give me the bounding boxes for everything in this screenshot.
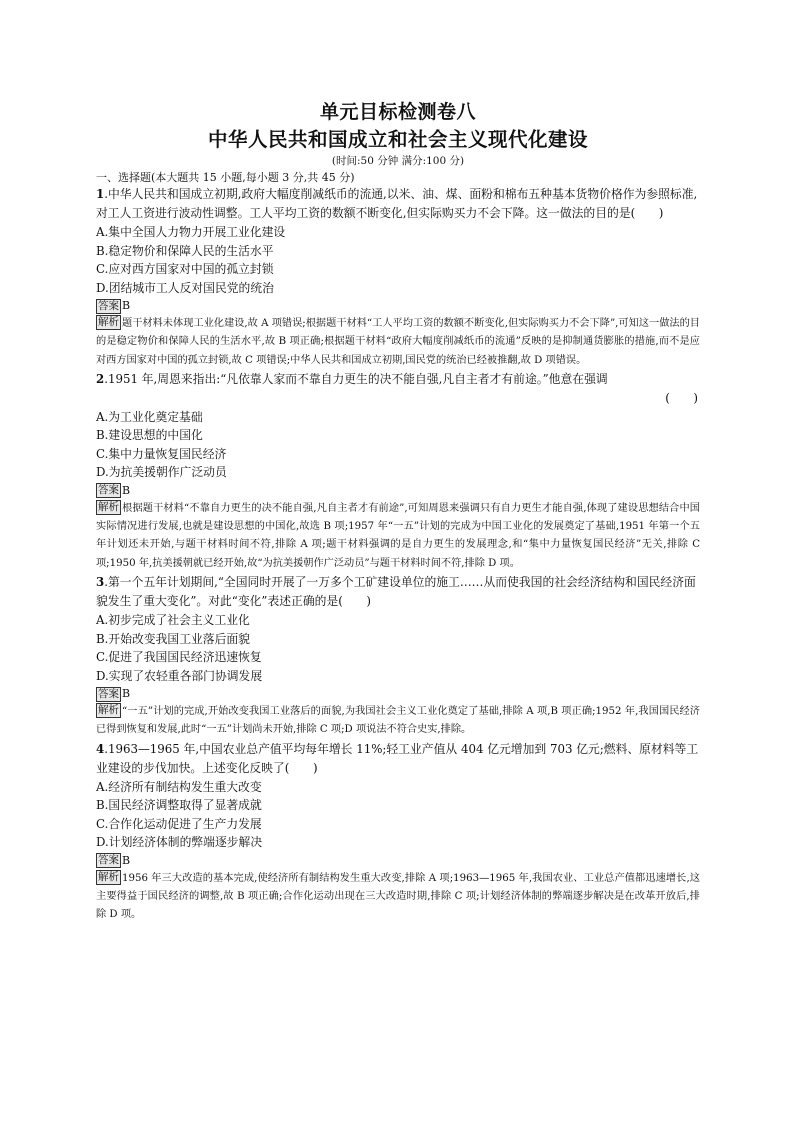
answer-row <box>96 297 700 315</box>
option-c: C.促进了我国国民经济迅速恢复 <box>96 650 262 665</box>
section-heading: 一、选择题(本大题共 15 小题,每小题 3 分,共 45 分) <box>96 171 355 184</box>
analysis-tag: 解析 <box>98 500 119 513</box>
analysis-text: 根据题干材料“不靠自力更生的决不能自强,凡自主者才有前途”,可知周恩来强调只有自力更生才能自强,体现了建设思想结合中国实际情况进行发展,也就是建设思想的中国化,故选 B 项;1957 年“一五”计划的完成为中国工业化的发展奠定了基础,1951 年第一个五年计划还未开始,与题干材料时间不符,排除 A 项;题干材料强调的是自力更生的发展理念,和“集中力量恢复国民经济”无关,排除 C 项;1950 年,抗美援朝就已经开始,故“为抗美援朝作广泛动员”与题干材料时间不符,排除 D 项。 <box>96 502 700 569</box>
question-3 <box>96 573 700 740</box>
analysis-block <box>96 703 700 740</box>
question-number: 2 <box>96 371 105 386</box>
question-stem <box>96 185 700 223</box>
answer-row <box>96 852 700 870</box>
analysis-text: “一五”计划的完成,开始改变我国工业落后的面貌,为我国社会主义工业化奠定了基础,排除 A 项,B 项正确;1952 年,我国国民经济已得到恢复和发展,此时“一五”计划尚未开始,排除 C 项;D 项说法不符合史实,排除。 <box>96 706 700 736</box>
answer-blank: ( ) <box>665 390 698 405</box>
option-c: C.集中力量恢复国民经济 <box>96 446 227 461</box>
question-text: .中华人民共和国成立初期,政府大幅度削减纸币的流通,以米、油、煤、面粉和棉布五种基本货物价格作为参照标准,对工人工资进行波动性调整。工人平均工资的数额不断变化,但实际购买力不会下降。这一做法的目的是( ) <box>96 187 698 220</box>
option-a: A.集中全国人力物力开展工业化建设 <box>96 225 286 239</box>
analysis-block <box>96 315 700 370</box>
option-b: B.稳定物价和保障人民的生活水平 <box>96 243 274 258</box>
question-2 <box>96 370 700 573</box>
question-stem <box>96 740 700 778</box>
question-stem <box>96 573 700 611</box>
question-number: 1 <box>96 187 105 201</box>
exam-page <box>96 98 700 925</box>
page-subtitle-main: 中华人民共和国成立和社会主义现代化建设 <box>207 128 588 151</box>
option-d: D.为抗美援朝作广泛动员 <box>96 465 227 480</box>
page-title: 单元目标检测卷八 <box>319 101 476 123</box>
analysis-tag: 解析 <box>98 704 119 717</box>
option-c: C.合作化运动促进了生产力发展 <box>96 816 262 831</box>
option-a: A.初步完成了社会主义工业化 <box>96 613 250 628</box>
option-b: B.国民经济调整取得了显著成就 <box>96 798 262 813</box>
answer-tag: 答案 <box>98 687 119 700</box>
analysis-tag: 解析 <box>98 870 119 883</box>
answer-tag: 答案 <box>98 484 119 497</box>
answer-row <box>96 482 700 500</box>
question-text: .1963—1965 年,中国农业总产值平均每年增长 11%;轻工业产值从 404 亿元增加到 703 亿元;燃料、原材料等工业建设的步伐加快。上述变化反映了( ) <box>96 741 699 775</box>
analysis-tag: 解析 <box>98 316 119 328</box>
option-b: B.建设思想的中国化 <box>96 428 203 443</box>
option-a: A.为工业化奠定基础 <box>96 409 203 424</box>
answer-value: B <box>122 687 131 701</box>
answer-value: B <box>122 483 131 497</box>
answer-tag: 答案 <box>98 854 119 867</box>
question-number: 4 <box>96 741 105 756</box>
option-c: C.应对西方国家对中国的孤立封锁 <box>96 262 274 276</box>
question-1 <box>96 185 700 370</box>
option-a: A.经济所有制结构发生重大改变 <box>96 779 262 794</box>
option-d: D.计划经济体制的弊端逐步解决 <box>96 835 263 850</box>
question-4 <box>96 740 700 925</box>
question-number: 3 <box>96 575 105 590</box>
question-text: .第一个五年计划期间,“全国同时开展了一万多个工矿建设单位的施工……从而使我国的社会经济结构和国民经济面貌发生了重大变化”。对此“变化”表述正确的是( ) <box>96 575 696 609</box>
analysis-block <box>96 500 700 573</box>
analysis-text: 题干材料未体现工业化建设,故 A 项错误;根据题干材料“工人平均工资的数额不断变化,但实际购买力不会下降”,可知这一做法的目的是稳定物价和保障人民的生活水平,故 B 项正确;根据题干材料“政府大幅度削减纸币的流通”反映的是抑制通货膨胀的措施,而不是应对西方国家对中国的孤立封锁,故 C 项错误;中华人民共和国成立初期,国民党的统治已经被推翻,故 D 项错误。 <box>96 318 700 366</box>
exam-meta: (时间:50 分钟 满分:100 分) <box>331 155 465 167</box>
option-d: D.实现了农轻重各部门协调发展 <box>96 668 263 683</box>
option-b: B.开始改变我国工业落后面貌 <box>96 631 250 646</box>
answer-row <box>96 685 700 703</box>
analysis-block <box>96 870 700 925</box>
analysis-text: 1956 年三大改造的基本完成,使经济所有制结构发生重大改变,排除 A 项;1963—1965 年,我国农业、工业总产值都迅速增长,这主要得益于国民经济的调整,故 B 项正确;合作化运动出现在三大改造时期,排除 C 项;计划经济体制的弊端逐步解决是在改革开放后,排除 D 项。 <box>96 872 700 921</box>
answer-tag: 答案 <box>98 299 119 312</box>
option-d: D.团结城市工人反对国民党的统治 <box>96 280 274 295</box>
answer-value: B <box>122 853 131 867</box>
question-stem <box>96 370 700 389</box>
answer-value: B <box>122 299 131 312</box>
question-text: .1951 年,周恩来指出:“凡依靠人家而不靠自力更生的决不能自强,凡自主者才有前途。”他意在强调 <box>104 371 608 386</box>
